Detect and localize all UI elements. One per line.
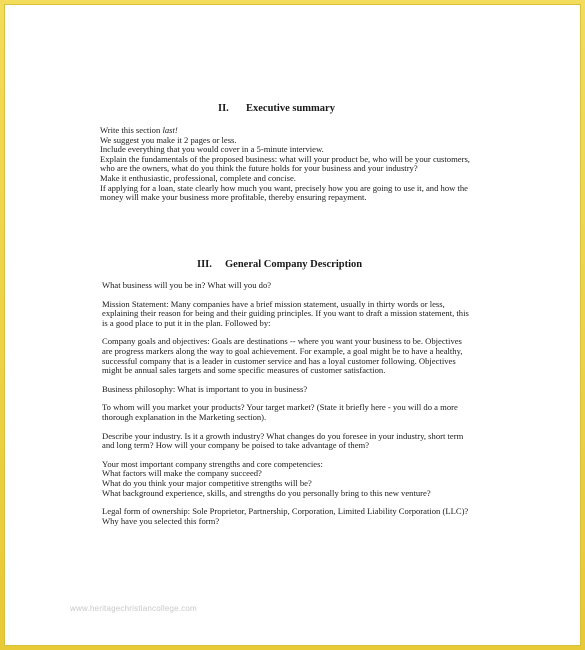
section-3-title: General Company Description xyxy=(225,259,363,270)
section-3-heading xyxy=(197,259,362,270)
section-3-number: III. xyxy=(197,259,212,270)
section-2-line: If applying for a loan, state clearly how much you want, precisely how you are going to use it, and how the money will make your business more profitable, thereby ensuring repayment. xyxy=(100,182,468,203)
watermark: www.heritagechristiancollege.com xyxy=(70,604,197,613)
paragraph: Company goals and objectives: Goals are destinations -- where you want your business to be. Objectives are progress markers along the way to goal achievement. For example, a goal might be to have a healthy, successful company that is a leader in customer service and has a loyal customer following. Objectives might be annual sales targets and some specific measures of customer satisfaction. xyxy=(102,336,463,376)
section-2-line: Make it enthusiastic, professional, complete and concise. xyxy=(100,172,296,183)
paragraph-line: What background experience, skills, and strengths do you personally bring to this new venture? xyxy=(102,487,431,498)
document-page xyxy=(4,4,581,646)
section-2-line: Explain the fundamentals of the proposed business: what will your product be, who will be your customers, who are the owners, what do you think the future holds for your business and your industry? xyxy=(100,153,470,174)
line-1-emphasis: last! xyxy=(162,125,178,135)
paragraph: Describe your industry. Is it a growth industry? What changes do you foresee in your industry, short term and long term? How will your company be poised to take advantage of them? xyxy=(102,430,464,451)
paragraph-line: Why have you selected this form? xyxy=(102,515,220,526)
line-1-prefix: Write this section xyxy=(100,125,163,135)
paragraph-line: What factors will make the company succeed? xyxy=(102,468,262,479)
section-2-number: II. xyxy=(218,103,229,114)
paragraph: Mission Statement: Many companies have a brief mission statement, usually in thirty words or less, explaining their reason for being and their guiding principles. If you want to draft a mission statement, this is a good place to put it in the plan. Followed by: xyxy=(102,298,469,328)
section-2-line: We suggest you make it 2 pages or less. xyxy=(100,134,237,145)
paragraph-line: Your most important company strengths and core competencies: xyxy=(102,458,323,469)
section-2-body xyxy=(100,126,470,203)
paragraph: To whom will you market your products? Your target market? (State it briefly here - you will do a more thorough explanation in the Marketing section). xyxy=(102,402,458,422)
section-2-title: Executive summary xyxy=(246,103,335,114)
paragraph-line: Legal form of ownership: Sole Proprietor, Partnership, Corporation, Limited Liability Corporation (LLC)? xyxy=(102,506,469,517)
section-3-body xyxy=(102,281,472,526)
section-2-heading xyxy=(218,103,335,114)
paragraph-line: What do you think your major competitive strengths will be? xyxy=(102,477,312,488)
paragraph: Business philosophy: What is important to you in business? xyxy=(102,383,308,394)
section-2-line: Include everything that you would cover in a 5-minute interview. xyxy=(100,144,324,155)
paragraph: What business will you be in? What will you do? xyxy=(102,280,272,290)
